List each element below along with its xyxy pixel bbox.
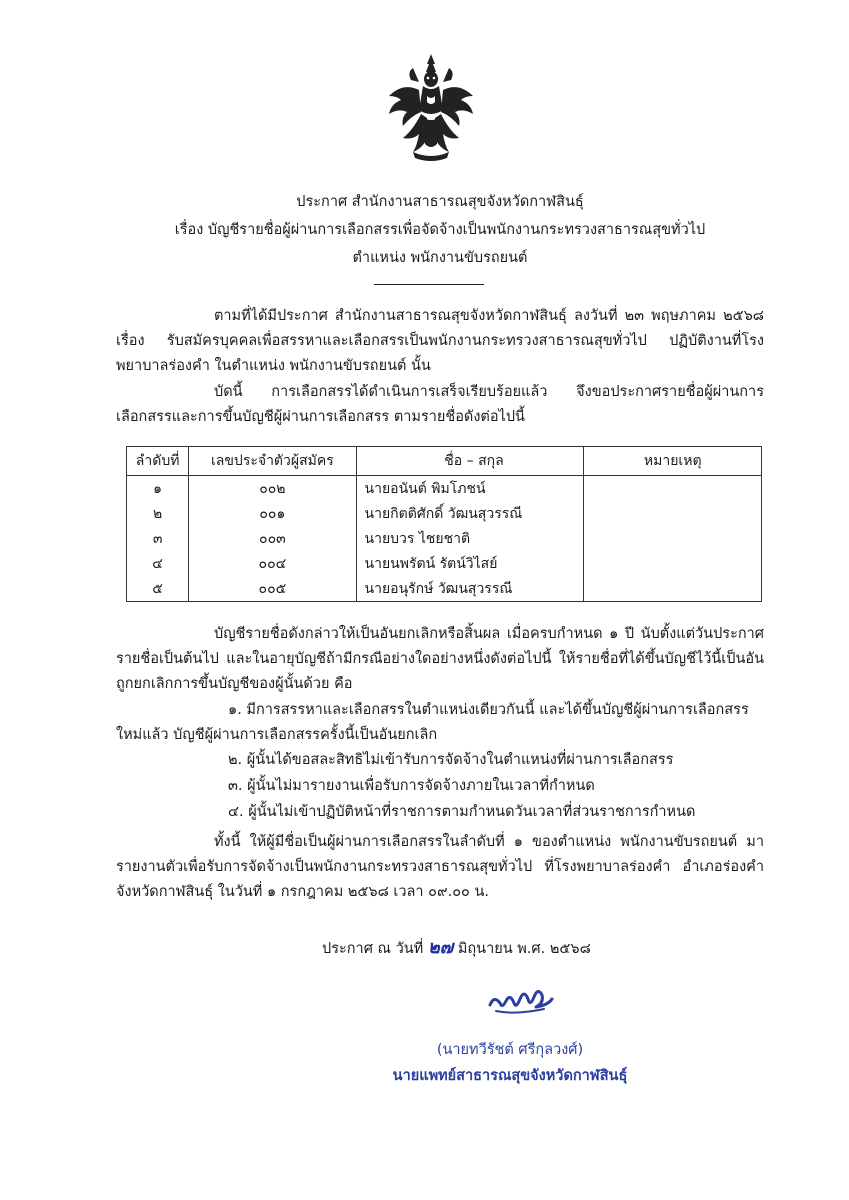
date-day: ๒๗ bbox=[427, 937, 454, 958]
table-row bbox=[127, 476, 762, 502]
date-prefix: ประกาศ ณ วันที่ bbox=[322, 941, 424, 957]
announcement-position: ตำแหน่ง พนักงานขับรถยนต์ bbox=[352, 250, 528, 266]
cell-order: ๓ bbox=[127, 526, 189, 551]
cell-remarks bbox=[584, 501, 762, 526]
condition-item-1: ๑. มีการสรรหาและเลือกสรรในตำแหน่งเดียวกันนี้ และได้ขึ้นบัญชีผู้ผ่านการเลือกสรรใหม่แล้ว บัญชีผู้ผ่านการเลือกสรรครั้งนี้เป็นอันยกเลิก bbox=[116, 702, 749, 743]
cell-applicant-id: ๐๐๔ bbox=[189, 551, 356, 576]
title-divider bbox=[374, 284, 484, 285]
cell-full-name: นายนพรัตน์ รัตน์วิไสย์ bbox=[356, 551, 584, 576]
paragraph-reporting: ทั้งนี้ ให้ผู้มีชื่อเป็นผู้ผ่านการเลือกสรรในลำดับที่ ๑ ของตำแหน่ง พนักงานขับรถยนต์ มารายงานตัวเพื่อรับการจัดจ้างเป็นพนักงานกระทรวงสาธารณสุขทั่วไป ที่โรงพยาบาลร่องคำ อำเภอร่องคำ จังหวัดกาฬสินธุ์ ในวันที่ ๑ กรกฎาคม ๒๕๖๘ เวลา ๐๙.๐๐ น. bbox=[116, 834, 764, 900]
cell-full-name: นายอนุรักษ์ วัฒนสุวรรณี bbox=[356, 576, 584, 602]
cell-full-name: นายอนันต์ พิมโภชน์ bbox=[356, 476, 584, 502]
date-suffix: มิถุนายน พ.ศ. ๒๕๖๘ bbox=[457, 941, 591, 957]
signatory-name: (นายทวีรัชต์ ศรีกุลวงศ์) bbox=[436, 1042, 584, 1058]
cell-full-name: นายบวร ไชยชาติ bbox=[356, 526, 584, 551]
paragraph-reference: ตามที่ได้มีประกาศ สำนักงานสาธารณสุขจังหวัดกาฬสินธุ์ ลงวันที่ ๒๓ พฤษภาคม ๒๕๖๘ เรื่อง รับสมัครบุคคลเพื่อสรรหาและเลือกสรรเป็นพนักงานกระทรวงสาธารณสุขทั่วไป ปฏิบัติงานที่โรงพยาบาลร่องคำ ในตำแหน่ง พนักงานขับรถยนต์ นั้น bbox=[116, 308, 764, 374]
table-row bbox=[127, 526, 762, 551]
table-row bbox=[127, 551, 762, 576]
header-full-name: ชื่อ – สกุล bbox=[356, 447, 584, 476]
condition-item-3: ๓. ผู้นั้นไม่มารายงานเพื่อรับการจัดจ้างภายในเวลาที่กำหนด bbox=[228, 778, 595, 794]
table-row bbox=[127, 501, 762, 526]
table-row bbox=[127, 576, 762, 602]
condition-item-2: ๒. ผู้นั้นได้ขอสละสิทธิไม่เข้ารับการจัดจ้างในตำแหน่งที่ผ่านการเลือกสรร bbox=[228, 752, 674, 768]
announcement-subject: เรื่อง บัญชีรายชื่อผู้ผ่านการเลือกสรรเพื่อจัดจ้างเป็นพนักงานกระทรวงสาธารณสุขทั่วไป bbox=[174, 222, 706, 238]
signatory-position: นายแพทย์สาธารณสุขจังหวัดกาฬสินธุ์ bbox=[392, 1068, 628, 1084]
paragraph-validity: บัญชีรายชื่อดังกล่าวให้เป็นอันยกเลิกหรือสิ้นผล เมื่อครบกำหนด ๑ ปี นับตั้งแต่วันประกาศรายชื่อเป็นต้นไป และในอายุบัญชีถ้ามีกรณีอย่างใดอย่างหนึ่งดังต่อไปนี้ ให้รายชื่อที่ได้ขึ้นบัญชีไว้นี้เป็นอันถูกยกเลิกการขึ้นบัญชีของผู้นั้นด้วย คือ bbox=[116, 626, 764, 692]
table-header-row bbox=[127, 447, 762, 476]
paragraph-announcement: บัดนี้ การเลือกสรรได้ดำเนินการเสร็จเรียบร้อยแล้ว จึงขอประกาศรายชื่อผู้ผ่านการเลือกสรรและการขึ้นบัญชีผู้ผ่านการเลือกสรร ตามรายชื่อดังต่อไปนี้ bbox=[116, 384, 764, 425]
signature-icon bbox=[486, 983, 556, 1019]
cell-applicant-id: ๐๐๑ bbox=[189, 501, 356, 526]
cell-order: ๕ bbox=[127, 576, 189, 602]
header-applicant-id: เลขประจำตัวผู้สมัคร bbox=[189, 447, 356, 476]
cell-applicant-id: ๐๐๒ bbox=[189, 476, 356, 502]
header-remarks: หมายเหตุ bbox=[584, 447, 762, 476]
garuda-emblem-icon bbox=[383, 52, 479, 162]
cell-remarks bbox=[584, 526, 762, 551]
cell-applicant-id: ๐๐๓ bbox=[189, 526, 356, 551]
announcement-issuer: ประกาศ สำนักงานสาธารณสุขจังหวัดกาฬสินธุ์ bbox=[296, 194, 584, 210]
cell-remarks bbox=[584, 551, 762, 576]
cell-applicant-id: ๐๐๕ bbox=[189, 576, 356, 602]
cell-full-name: นายกิตติศักดิ์ วัฒนสุวรรณี bbox=[356, 501, 584, 526]
announcement-date bbox=[322, 932, 591, 961]
cell-order: ๒ bbox=[127, 501, 189, 526]
cell-remarks bbox=[584, 476, 762, 502]
selected-candidates-table bbox=[126, 446, 762, 602]
cell-remarks bbox=[584, 576, 762, 602]
header-order: ลำดับที่ bbox=[127, 447, 189, 476]
cell-order: ๔ bbox=[127, 551, 189, 576]
condition-item-4: ๔. ผู้นั้นไม่เข้าปฏิบัติหน้าที่ราชการตามกำหนดวันเวลาที่ส่วนราชการกำหนด bbox=[228, 804, 696, 820]
cell-order: ๑ bbox=[127, 476, 189, 502]
